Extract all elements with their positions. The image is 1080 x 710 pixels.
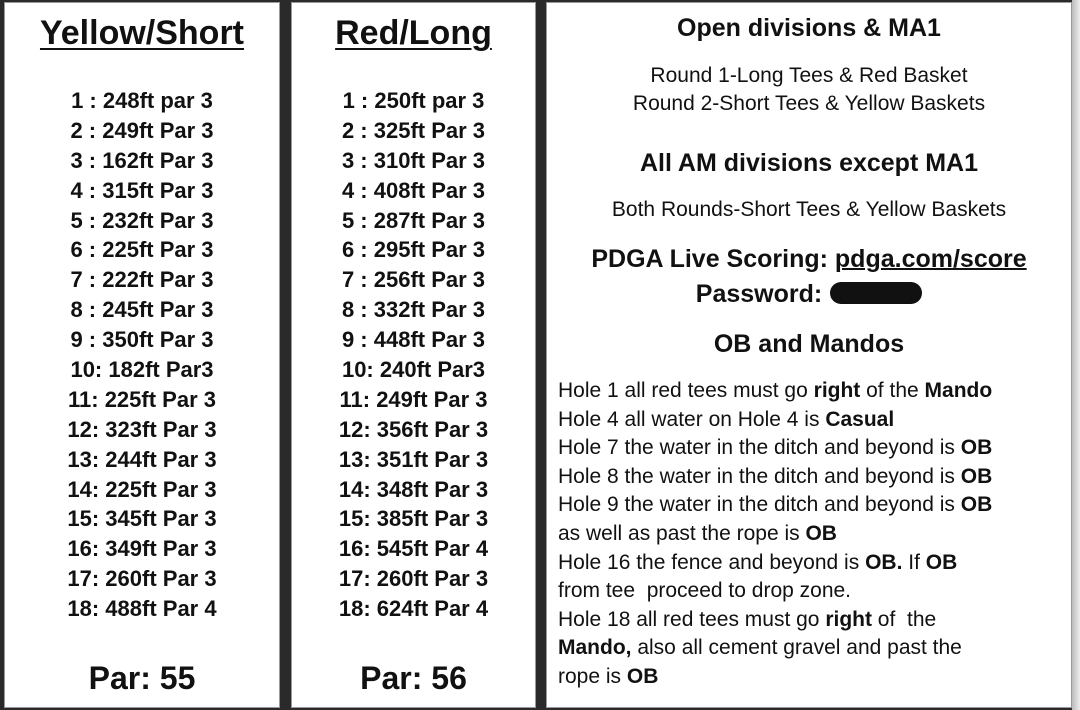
red-hole-row: 15: 385ft Par 3 [338, 506, 489, 532]
rule-text: Hole 16 the fence and beyond is [558, 550, 866, 574]
rule-line [558, 606, 1066, 635]
rule-emphasis: OB [805, 521, 837, 545]
red-hole-row: 16: 545ft Par 4 [338, 536, 489, 562]
info-panel [546, 2, 1072, 708]
red-long-title: Red/Long [335, 14, 492, 52]
am-divisions-heading: All AM divisions except MA1 [639, 149, 979, 177]
rule-text: Hole 1 all red tees must go [558, 379, 814, 402]
rule-emphasis: OB [626, 664, 659, 688]
open-round2-text: Round 2-Short Tees & Yellow Baskets [632, 92, 986, 115]
yellow-hole-row: 10: 182ft Par3 [70, 357, 214, 383]
yellow-hole-row: 1 : 248ft par 3 [71, 88, 213, 113]
rule-text: Hole 7 the water in the ditch and beyond is [558, 436, 961, 460]
rule-text: Hole 4 all water on Hole 4 is [558, 407, 826, 431]
rule-text: also all cement gravel and past the [631, 636, 962, 660]
password-redaction [830, 282, 922, 304]
ob-mando-rules [558, 377, 1066, 692]
page-edge [1072, 0, 1080, 710]
yellow-hole-row: 17: 260ft Par 3 [67, 566, 217, 592]
yellow-hole-row: 14: 225ft Par 3 [67, 476, 217, 502]
yellow-hole-row: 4 : 315ft Par 3 [70, 177, 214, 203]
live-scoring-line [546, 245, 1072, 274]
rule-line [558, 463, 1066, 492]
rule-text: Hole 18 all red tees must go [558, 607, 826, 631]
rule-emphasis: OB [925, 550, 958, 574]
password-line [546, 280, 1072, 309]
yellow-hole-list [4, 86, 280, 624]
rule-line [558, 377, 1066, 406]
red-hole-row: 11: 249ft Par 3 [339, 386, 488, 412]
red-hole-row: 8 : 332ft Par 3 [341, 297, 486, 323]
red-long-panel [291, 2, 536, 708]
rule-emphasis: OB. [865, 550, 903, 574]
red-hole-row: 18: 624ft Par 4 [338, 596, 489, 622]
yellow-hole-row: 11: 225ft Par 3 [68, 386, 216, 412]
red-hole-list [291, 86, 536, 624]
rule-emphasis: Mando [924, 379, 993, 402]
red-hole-row: 10: 240ft Par3 [341, 357, 486, 383]
rule-text: Hole 8 the water in the ditch and beyond is [558, 464, 961, 488]
live-scoring-label: PDGA Live Scoring: [591, 245, 828, 273]
red-hole-row: 12: 356ft Par 3 [338, 416, 489, 442]
rule-line [558, 549, 1066, 578]
rule-emphasis: Casual [825, 407, 895, 431]
password-label: Password: [695, 280, 823, 308]
yellow-hole-row: 12: 323ft Par 3 [67, 416, 217, 442]
rule-text: rope is [558, 664, 627, 688]
rule-text: Hole 9 the water in the ditch and beyond is [558, 493, 961, 517]
red-hole-row: 1 : 250ft par 3 [342, 88, 485, 113]
live-scoring-link[interactable]: pdga.com/score [834, 245, 1027, 273]
yellow-hole-row: 7 : 222ft Par 3 [70, 267, 214, 293]
yellow-hole-row: 3 : 162ft Par 3 [70, 147, 214, 173]
rule-text: from tee proceed to drop zone. [558, 579, 852, 603]
rule-text: If [902, 550, 926, 574]
rule-line [558, 663, 1066, 692]
am-rounds-text: Both Rounds-Short Tees & Yellow Baskets [611, 198, 1007, 221]
yellow-hole-row: 6 : 225ft Par 3 [70, 237, 214, 263]
rule-line [558, 491, 1066, 520]
red-hole-row: 9 : 448ft Par 3 [341, 327, 486, 353]
rule-text: of the [871, 607, 937, 631]
yellow-hole-row: 5 : 232ft Par 3 [70, 207, 214, 233]
yellow-par-total: Par: 55 [88, 660, 196, 696]
yellow-hole-row: 9 : 350ft Par 3 [70, 327, 214, 353]
yellow-hole-row: 16: 349ft Par 3 [67, 536, 217, 562]
open-divisions-heading: Open divisions & MA1 [677, 14, 941, 42]
rule-emphasis: right [813, 379, 861, 402]
rule-text: as well as past the rope is [558, 521, 806, 545]
red-hole-row: 5 : 287ft Par 3 [341, 207, 486, 233]
rule-line [558, 520, 1066, 549]
red-hole-row: 4 : 408ft Par 3 [341, 177, 486, 203]
rule-line [558, 577, 1066, 606]
yellow-hole-row: 13: 244ft Par 3 [67, 446, 217, 472]
yellow-short-panel [4, 2, 280, 708]
red-hole-row: 3 : 310ft Par 3 [341, 147, 486, 173]
red-hole-row: 14: 348ft Par 3 [338, 476, 489, 502]
yellow-hole-row: 15: 345ft Par 3 [67, 506, 217, 532]
rule-emphasis: OB [960, 493, 993, 517]
red-par-total: Par: 56 [360, 660, 467, 696]
yellow-hole-row: 2 : 249ft Par 3 [70, 117, 214, 143]
red-hole-row: 7 : 256ft Par 3 [341, 267, 486, 293]
rule-emphasis: OB [960, 436, 993, 460]
rule-line [558, 634, 1066, 663]
red-hole-row: 17: 260ft Par 3 [338, 566, 489, 592]
open-round1-text: Round 1-Long Tees & Red Basket [650, 64, 968, 87]
rule-text: of the [860, 379, 925, 402]
rule-emphasis: right [825, 607, 872, 631]
rule-emphasis: OB [960, 464, 993, 488]
yellow-short-title: Yellow/Short [39, 14, 245, 52]
ob-mandos-heading: OB and Mandos [713, 330, 905, 358]
red-hole-row: 2 : 325ft Par 3 [341, 117, 486, 143]
yellow-hole-row: 8 : 245ft Par 3 [70, 297, 214, 323]
red-hole-row: 6 : 295ft Par 3 [341, 237, 486, 263]
rule-emphasis: Mando, [558, 636, 632, 660]
red-hole-row: 13: 351ft Par 3 [338, 446, 489, 472]
yellow-hole-row: 18: 488ft Par 4 [67, 596, 217, 622]
rule-line [558, 434, 1066, 463]
rule-line [558, 406, 1066, 435]
